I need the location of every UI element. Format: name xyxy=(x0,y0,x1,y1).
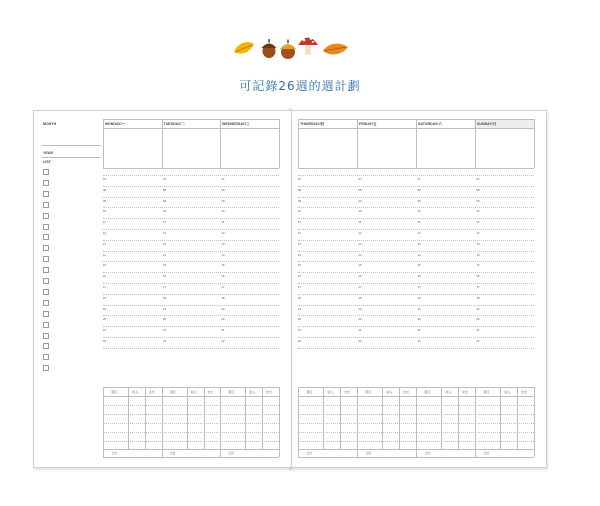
hour-label: 20 xyxy=(103,317,107,322)
hour-label: 09 xyxy=(103,198,107,203)
hour-label: 16 xyxy=(298,274,302,279)
hour-label: 15 xyxy=(103,263,107,268)
ledger-income-label: 收入 xyxy=(249,389,256,394)
month-label: MONTH xyxy=(43,122,57,126)
hour-label: 12 xyxy=(476,231,480,235)
hour-label: 19 xyxy=(417,306,421,311)
ledger-item-label: 項目 xyxy=(365,389,372,394)
ledger-item-label: 項目 xyxy=(169,389,176,394)
hour-label: 18 xyxy=(103,295,107,300)
list-checkbox[interactable] xyxy=(43,245,49,251)
day-divider xyxy=(298,119,299,168)
ledger-total-label: 合計 xyxy=(424,451,431,455)
hour-label: 11 xyxy=(358,220,362,225)
list-checkbox[interactable] xyxy=(43,343,49,349)
hour-label: 11 xyxy=(417,220,421,225)
ledger-bottom-line xyxy=(298,457,534,458)
hour-label: 16 xyxy=(476,274,480,279)
hour-line xyxy=(298,229,534,230)
ledger-total-label: 合計 xyxy=(111,451,118,455)
hour-label: 11 xyxy=(103,220,106,225)
ledger-divider xyxy=(145,387,146,449)
ledger-item-label: 項目 xyxy=(306,389,313,394)
ledger-divider xyxy=(204,387,205,449)
acorn-icon xyxy=(280,40,296,60)
list-checkbox[interactable] xyxy=(43,333,49,339)
hour-label: 07 xyxy=(476,177,480,181)
hour-label: 10 xyxy=(103,209,107,214)
hour-label: 08 xyxy=(476,187,480,192)
hour-label: 18 xyxy=(358,295,362,300)
hour-label: 17 xyxy=(358,285,362,289)
hour-label: 13 xyxy=(103,241,107,246)
hour-label: 09 xyxy=(417,198,421,203)
ledger-income-label: 收入 xyxy=(132,389,139,394)
ledger-income-label: 收入 xyxy=(445,389,452,394)
hour-label: 20 xyxy=(298,317,302,322)
hour-label: 14 xyxy=(476,252,480,257)
list-checkbox[interactable] xyxy=(43,365,49,371)
hour-label: 20 xyxy=(476,317,480,322)
hour-label: 18 xyxy=(163,295,167,300)
hour-line xyxy=(298,315,534,316)
ledger-row-line xyxy=(103,423,279,424)
hour-label: 19 xyxy=(163,306,167,311)
hour-line xyxy=(103,272,279,273)
hour-label: 17 xyxy=(221,285,225,289)
hour-label: 07 xyxy=(358,177,362,181)
hour-label: 17 xyxy=(417,285,421,289)
ledger-expense-label: 支出 xyxy=(344,389,351,394)
ledger-expense-label: 支出 xyxy=(148,389,155,394)
ledger-item-label: 項目 xyxy=(111,389,118,394)
ledger-divider xyxy=(262,387,263,449)
hour-label: 21 xyxy=(417,328,421,333)
month-line xyxy=(42,145,101,146)
ledger-expense-label: 支出 xyxy=(462,389,469,394)
left-page xyxy=(33,110,292,468)
ledger-row-line xyxy=(103,405,279,406)
mushroom-icon xyxy=(298,37,318,55)
day-divider xyxy=(103,119,104,168)
hour-label: 08 xyxy=(163,187,167,192)
hour-label: 20 xyxy=(163,317,167,322)
hour-label: 22 xyxy=(163,339,167,343)
hour-label: 09 xyxy=(221,198,225,203)
hour-line xyxy=(103,251,279,252)
ledger-income-label: 收入 xyxy=(327,389,334,394)
hour-label: 18 xyxy=(298,295,302,300)
hour-line xyxy=(103,175,279,176)
hour-label: 22 xyxy=(103,339,107,343)
ledger-divider xyxy=(340,387,341,449)
hour-label: 15 xyxy=(298,263,302,268)
ledger-total-label: 合計 xyxy=(365,451,372,455)
hour-label: 22 xyxy=(358,339,362,343)
list-checkbox[interactable] xyxy=(43,202,49,208)
hour-label: 19 xyxy=(476,306,480,311)
ledger-divider xyxy=(534,387,535,457)
ledger-divider xyxy=(357,387,358,457)
hour-label: 09 xyxy=(476,198,480,203)
day-header-2: WEDNESDAY/三 xyxy=(222,122,250,126)
hour-label: 12 xyxy=(221,231,225,235)
hour-label: 11 xyxy=(476,220,480,225)
hour-label: 21 xyxy=(221,328,225,333)
leaf-icon xyxy=(323,44,348,55)
ledger-total-label: 合計 xyxy=(228,451,235,455)
ledger-divider xyxy=(441,387,442,449)
hour-label: 15 xyxy=(476,263,480,268)
ledger-divider xyxy=(475,387,476,457)
hour-label: 21 xyxy=(103,328,107,333)
hour-line xyxy=(298,207,534,208)
hour-label: 10 xyxy=(417,209,421,214)
header-bottom-line xyxy=(103,128,279,129)
list-checkbox[interactable] xyxy=(43,289,49,295)
hour-line xyxy=(298,261,534,262)
ledger-total-label: 合計 xyxy=(306,451,313,455)
list-checkbox[interactable] xyxy=(43,300,49,306)
hour-line xyxy=(298,348,534,349)
hour-label: 13 xyxy=(476,241,480,246)
hour-label: 07 xyxy=(221,177,225,181)
hour-line xyxy=(103,283,279,284)
year-line xyxy=(42,157,101,158)
day-header-0: MONDAY/一 xyxy=(105,122,126,126)
ledger-row-line xyxy=(103,432,279,433)
hour-label: 07 xyxy=(163,177,167,181)
hour-line xyxy=(103,229,279,230)
ledger-top-line xyxy=(103,387,279,388)
hour-label: 15 xyxy=(163,263,167,268)
hour-label: 15 xyxy=(417,263,421,268)
list-checkbox[interactable] xyxy=(43,224,49,230)
list-checkbox[interactable] xyxy=(43,267,49,273)
header-top-line xyxy=(103,119,279,120)
hour-label: 14 xyxy=(163,252,167,257)
right-page xyxy=(291,110,547,468)
ledger-income-label: 收入 xyxy=(386,389,393,394)
hour-line xyxy=(103,207,279,208)
hour-label: 20 xyxy=(358,317,362,322)
hour-label: 16 xyxy=(103,274,107,279)
hour-label: 14 xyxy=(358,252,362,257)
hour-label: 10 xyxy=(221,209,225,214)
ledger-item-label: 項目 xyxy=(483,389,490,394)
list-checkbox[interactable] xyxy=(43,278,49,284)
hour-line xyxy=(103,294,279,295)
ledger-expense-label: 支出 xyxy=(521,389,528,394)
day-divider xyxy=(534,119,535,168)
ledger-row-line xyxy=(103,441,279,442)
ledger-divider xyxy=(298,387,299,457)
hour-label: 18 xyxy=(417,295,421,300)
hour-label: 13 xyxy=(298,241,302,246)
hour-line xyxy=(298,283,534,284)
hour-label: 08 xyxy=(103,187,107,192)
hour-line xyxy=(103,186,279,187)
ledger-total-line xyxy=(103,449,279,450)
hour-label: 19 xyxy=(298,306,302,311)
hour-label: 16 xyxy=(417,274,421,279)
hour-label: 21 xyxy=(358,328,362,333)
hour-label: 07 xyxy=(103,177,107,181)
ledger-divider xyxy=(279,387,280,457)
hour-label: 10 xyxy=(298,209,302,214)
hour-label: 17 xyxy=(298,285,302,289)
hour-label: 08 xyxy=(221,187,225,192)
day-divider xyxy=(416,119,417,168)
ledger-divider xyxy=(323,387,324,449)
hour-label: 18 xyxy=(221,295,225,300)
ledger-income-label: 收入 xyxy=(504,389,511,394)
ledger-total-label: 合計 xyxy=(483,451,490,455)
hour-label: 19 xyxy=(358,306,362,311)
ledger-divider xyxy=(220,387,221,457)
ledger-total-label: 合計 xyxy=(169,451,176,455)
hour-label: 09 xyxy=(163,198,167,203)
ledger-divider xyxy=(187,387,188,449)
ledger-divider xyxy=(399,387,400,449)
hour-label: 08 xyxy=(358,187,362,192)
hour-line xyxy=(103,197,279,198)
autumn-decoration xyxy=(232,30,352,62)
hour-label: 19 xyxy=(221,306,225,311)
hour-label: 21 xyxy=(298,328,302,333)
hour-label: 09 xyxy=(298,198,302,203)
hour-label: 17 xyxy=(163,285,167,289)
hour-label: 09 xyxy=(358,198,362,203)
list-checkbox[interactable] xyxy=(43,311,49,317)
caption: 可記錄26週的週計劃 xyxy=(239,79,361,93)
hour-label: 10 xyxy=(476,209,480,214)
ledger-divider xyxy=(245,387,246,449)
hour-label: 20 xyxy=(221,317,225,322)
hour-line xyxy=(298,251,534,252)
list-label: LIST xyxy=(43,160,51,164)
hour-line xyxy=(103,337,279,338)
list-checkbox[interactable] xyxy=(43,322,49,328)
hour-line xyxy=(103,261,279,262)
hour-label: 15 xyxy=(221,263,225,268)
hour-label: 17 xyxy=(476,285,480,289)
hour-label: 21 xyxy=(163,328,167,333)
ledger-expense-label: 支出 xyxy=(207,389,214,394)
list-checkbox[interactable] xyxy=(43,169,49,175)
hour-label: 20 xyxy=(417,317,421,322)
ledger-item-label: 項目 xyxy=(228,389,235,394)
list-checkbox[interactable] xyxy=(43,354,49,360)
hour-line xyxy=(103,315,279,316)
hour-label: 12 xyxy=(358,231,362,235)
hour-line xyxy=(298,240,534,241)
hour-line xyxy=(298,272,534,273)
hour-line xyxy=(103,326,279,327)
day-divider xyxy=(279,119,280,168)
ledger-divider xyxy=(162,387,163,457)
ledger-row-line xyxy=(103,414,279,415)
hour-label: 10 xyxy=(163,209,167,214)
hour-line xyxy=(103,240,279,241)
hour-label: 19 xyxy=(103,306,107,311)
hour-label: 12 xyxy=(298,231,302,235)
day-header-2: SATURDAY/六 xyxy=(418,122,442,126)
hour-label: 14 xyxy=(103,252,107,257)
ledger-bottom-line xyxy=(103,457,279,458)
ledger-divider xyxy=(458,387,459,449)
ledger-divider xyxy=(416,387,417,457)
hour-label: 12 xyxy=(103,231,107,235)
ledger-divider xyxy=(103,387,104,457)
ledger-divider xyxy=(517,387,518,449)
day-divider xyxy=(162,119,163,168)
hour-label: 16 xyxy=(163,274,167,279)
list-checkbox[interactable] xyxy=(43,213,49,219)
hour-label: 14 xyxy=(221,252,225,257)
hour-line xyxy=(298,218,534,219)
hour-line xyxy=(298,337,534,338)
day-header-0: THURSDAY/四 xyxy=(300,122,325,126)
hour-line xyxy=(298,197,534,198)
hour-label: 13 xyxy=(163,241,167,246)
ledger-expense-label: 支出 xyxy=(403,389,410,394)
ledger-expense-label: 支出 xyxy=(265,389,272,394)
ledger-item-label: 項目 xyxy=(424,389,431,394)
hour-label: 08 xyxy=(298,187,302,192)
day-header-1: TUESDAY/二 xyxy=(163,122,185,126)
ledger-divider xyxy=(500,387,501,449)
hour-label: 12 xyxy=(417,231,421,235)
year-label: YEAR xyxy=(43,151,53,155)
day-header-1: FRIDAY/五 xyxy=(359,122,377,126)
hour-label: 10 xyxy=(358,209,362,214)
hour-label: 22 xyxy=(476,339,480,343)
hour-label: 21 xyxy=(476,328,480,333)
day-divider xyxy=(475,119,476,168)
hour-label: 15 xyxy=(358,263,362,268)
hour-label: 11 xyxy=(298,220,301,225)
hour-label: 22 xyxy=(221,339,225,343)
hour-line xyxy=(298,294,534,295)
list-checkbox[interactable] xyxy=(43,256,49,262)
hour-line xyxy=(298,186,534,187)
hour-label: 11 xyxy=(221,220,225,225)
hour-label: 13 xyxy=(417,241,421,246)
list-checkbox[interactable] xyxy=(43,234,49,240)
hour-label: 17 xyxy=(103,285,107,289)
notes-bottom-line xyxy=(103,168,279,169)
hour-label: 11 xyxy=(163,220,166,225)
hour-line xyxy=(103,218,279,219)
leaf-icon xyxy=(234,42,254,54)
hour-label: 14 xyxy=(298,252,302,257)
hour-label: 07 xyxy=(417,177,421,181)
hour-line xyxy=(298,175,534,176)
hour-line xyxy=(298,305,534,306)
day-divider xyxy=(357,119,358,168)
hour-label: 18 xyxy=(476,295,480,300)
hour-label: 08 xyxy=(417,187,421,192)
day-divider xyxy=(220,119,221,168)
list-checkbox[interactable] xyxy=(43,180,49,186)
hour-label: 14 xyxy=(417,252,421,257)
hour-label: 12 xyxy=(163,231,167,235)
hour-label: 22 xyxy=(298,339,302,343)
ledger-divider xyxy=(128,387,129,449)
hour-line xyxy=(103,348,279,349)
hour-label: 13 xyxy=(358,241,362,246)
ledger-header-line xyxy=(103,396,279,397)
hour-label: 22 xyxy=(417,339,421,343)
hour-label: 07 xyxy=(298,177,302,181)
list-checkbox[interactable] xyxy=(43,191,49,197)
ledger-income-label: 收入 xyxy=(190,389,197,394)
hour-line xyxy=(298,326,534,327)
notes-bottom-line xyxy=(298,168,534,169)
hour-label: 16 xyxy=(221,274,225,279)
hour-label: 16 xyxy=(358,274,362,279)
ledger-divider xyxy=(382,387,383,449)
day-header-3: SUNDAY/日 xyxy=(477,122,497,126)
hour-label: 13 xyxy=(221,241,225,246)
hour-line xyxy=(103,305,279,306)
acorn-icon xyxy=(262,39,277,58)
